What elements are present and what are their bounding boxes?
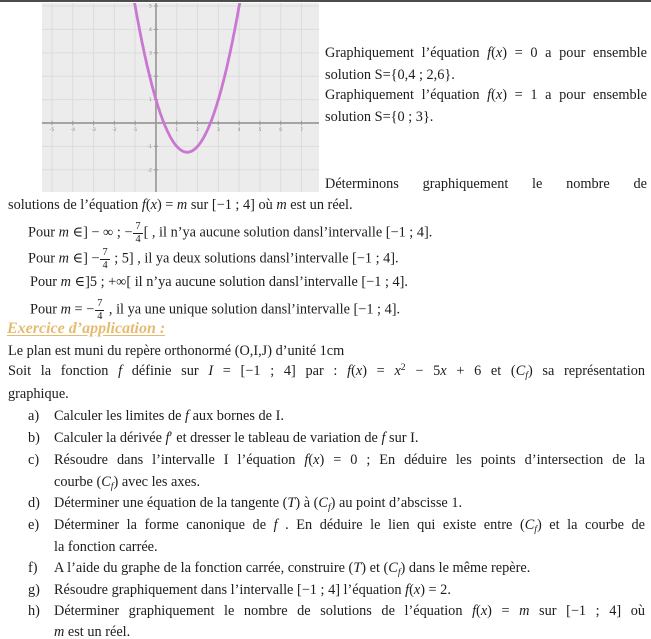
list-item-e-text-line-2: la fonction carrée. [54, 539, 158, 555]
text-line-pour-4: Pour m = − $\frac{7}{4}$ , il ya une unique solution dansl’intervalle [−1 ; 4]. [30, 298, 401, 322]
list-item-b [28, 430, 645, 446]
list-item-a-label: a) [28, 408, 40, 424]
svg-text:-2: -2 [147, 168, 152, 174]
list-item-a [28, 408, 645, 424]
svg-text:2: 2 [149, 74, 152, 80]
function-graph [42, 3, 319, 192]
text-line-graphiquement-1: Graphiquement l’équation f(x) = 0 a pour ensemble [325, 45, 647, 61]
svg-text:3: 3 [216, 127, 220, 133]
svg-text:7: 7 [300, 127, 304, 133]
list-item-f-label: f) [28, 560, 38, 576]
list-item-f [28, 560, 645, 579]
text-line-solution-2: solution S={0 ; 3}. [325, 109, 434, 125]
list-item-g-label: g) [28, 582, 40, 598]
list-item-h-text-line-1: Déterminer graphiquement le nombre de solutions de l’équation f(x) = m sur [−1 ; 4] où [54, 603, 645, 619]
list-item-h-text-line-2: m est un réel. [54, 624, 131, 639]
svg-text:4: 4 [149, 28, 152, 34]
list-item-c-label: c) [28, 452, 40, 468]
top-rule-divider [0, 0, 651, 2]
list-item-f-text: A l’aide du graphe de la fonction carrée, construire (T) et $(C_f)$ dans le même repère. [54, 560, 531, 578]
list-item-b-text: Calculer la dérivée f′ et dresser le tableau de variation de f sur I. [54, 430, 419, 446]
svg-text:-2: -2 [112, 127, 117, 133]
list-item-g-text: Résoudre graphiquement dans l’intervalle [−1 ; 4] l’équation f(x) = 2. [54, 582, 451, 598]
list-item-c-text-line-1: Résoudre dans l’intervalle I l’équation f(x) = 0 ; En déduire les points d’intersection de la [54, 452, 645, 468]
svg-text:5: 5 [149, 4, 152, 10]
list-item-c [28, 452, 645, 468]
list-item-d [28, 495, 645, 514]
text-line-solution-1: solution S={0,4 ; 2,6}. [325, 67, 455, 83]
svg-text:6: 6 [279, 127, 283, 133]
text-line-pour-1: Pour m ∈] − ∞ ; − $\frac{7}{4}$ [ , il n’ya aucune solution dansl’intervalle [−1 ; 4]. [28, 221, 433, 245]
svg-text:2: 2 [196, 127, 200, 133]
text-line-pour-2: Pour m ∈] − $\frac{7}{4}$ ; 5] , il ya deux solutions dansl’intervalle [−1 ; 4]. [28, 247, 399, 271]
text-line-plan: Le plan est muni du repère orthonormé (O,I,J) d’unité 1cm [8, 343, 345, 359]
text-line-graphiquement-2: Graphiquement l’équation f(x) = 1 a pour ensemble [325, 87, 647, 103]
svg-text:-1: -1 [132, 127, 138, 133]
list-item-d-text: Déterminer une équation de la tangente (T) à $(C_f)$ au point d’abscisse 1. [54, 495, 463, 513]
svg-text:4: 4 [237, 127, 241, 133]
list-item-e-text-line-1: Déterminer la forme canonique de f . En déduire le lien qui existe entre $(C_f)$ et la courbe de [54, 517, 646, 535]
svg-text:3: 3 [149, 51, 152, 57]
text-line-soit-1: Soit la fonction f définie sur I = [−1 ; 4] par : $f(x) = x^2 - 5x + 6$ et $(C_f)$ sa représentation [8, 362, 645, 381]
text-line-solutions-equation: solutions de l’équation f(x) = m sur [−1 ; 4] où m est un réel. [8, 197, 353, 213]
list-item-d-label: d) [28, 495, 40, 511]
list-item-b-label: b) [28, 430, 40, 446]
list-item-h-label: h) [28, 603, 40, 619]
svg-text:-5: -5 [49, 127, 55, 133]
list-item-g [28, 582, 645, 598]
svg-text:-1: -1 [147, 144, 152, 150]
text-line-determinons: Déterminons graphiquement le nombre de [325, 176, 647, 192]
list-item-e [28, 517, 645, 536]
text-line-pour-3: Pour m ∈]5 ; +∞[ il n’ya aucune solution dansl’intervalle [−1 ; 4]. [30, 274, 408, 290]
svg-text:1: 1 [149, 98, 152, 104]
text-line-soit-2: graphique. [8, 386, 69, 402]
list-item-e-label: e) [28, 517, 40, 533]
list-item-c-text-line-2: courbe $(C_f)$ avec les axes. [54, 474, 201, 492]
list-item-a-text: Calculer les limites de f aux bornes de I. [54, 408, 284, 424]
svg-text:5: 5 [258, 127, 262, 133]
svg-text:-3: -3 [91, 127, 96, 133]
list-item-h [28, 603, 645, 619]
function-graph-svg [42, 3, 319, 192]
svg-text:1: 1 [175, 127, 179, 133]
svg-text:-4: -4 [70, 127, 76, 133]
exercise-heading: Exercice d’application : [7, 320, 166, 337]
